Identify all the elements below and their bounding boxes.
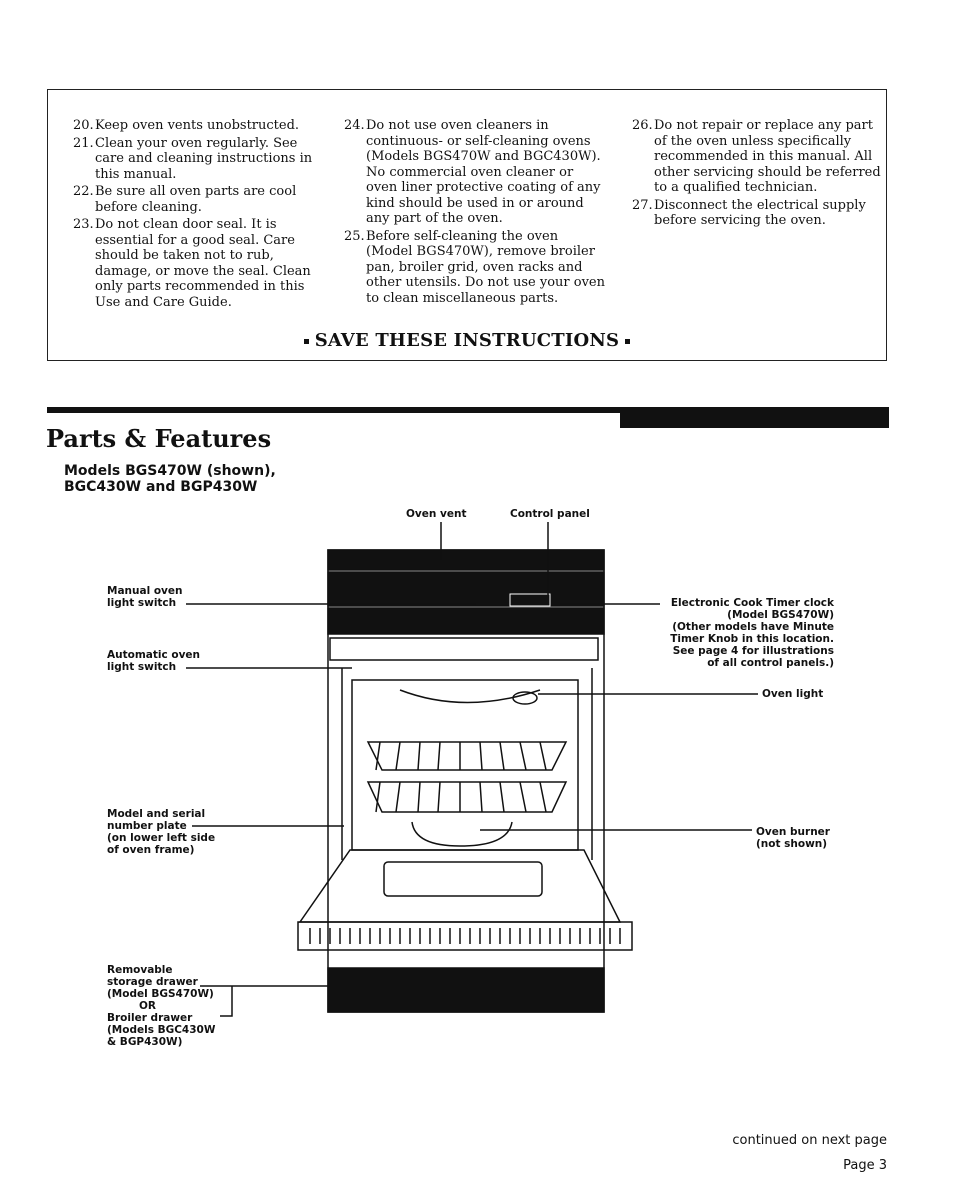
oven-door bbox=[300, 850, 620, 922]
instruction-number: 21. bbox=[73, 135, 94, 151]
label-drawer-line-3: (Model BGS470W) bbox=[107, 988, 214, 1000]
oven-grille bbox=[330, 638, 598, 660]
label-model-plate-line-4: of oven frame) bbox=[107, 844, 195, 856]
models-line-2: BGC430W and BGP430W bbox=[64, 479, 258, 495]
label-manual-light-line-1: Manual oven bbox=[107, 585, 183, 597]
label-oven-burner bbox=[756, 826, 830, 850]
label-timer-line-3: (Other models have Minute bbox=[672, 621, 834, 633]
label-drawer-line-5: Broiler drawer bbox=[107, 1012, 193, 1024]
instruction-number: 25. bbox=[344, 228, 365, 244]
label-timer-line-5: See page 4 for illustrations bbox=[672, 645, 834, 657]
label-auto-light-line-2: light switch bbox=[107, 661, 177, 673]
label-drawer-line-7: & BGP430W) bbox=[107, 1036, 183, 1048]
save-instructions-text: SAVE THESE INSTRUCTIONS bbox=[314, 330, 620, 351]
label-manual-light-line-2: light switch bbox=[107, 597, 177, 609]
continued-note: continued on next page bbox=[732, 1133, 887, 1148]
oven-door-window bbox=[384, 862, 542, 896]
instruction-number: 20. bbox=[73, 118, 94, 133]
instruction-text: Be sure all oven parts are cool before cleaning. bbox=[95, 184, 297, 215]
label-auto-light-line-1: Automatic oven bbox=[107, 649, 201, 661]
instruction-text: Do not repair or replace any part of the oven unless specifically recommended in this manual. All other servicing should be referred to a qualified technician. bbox=[654, 118, 881, 195]
label-manual-light bbox=[107, 585, 182, 609]
instruction-text: Before self-cleaning the oven (Model BGS470W), remove broiler pan, broiler grid, oven racks and other utensils. Do not use your oven to clean miscellaneous parts. bbox=[366, 228, 605, 306]
instruction-number: 23. bbox=[73, 217, 94, 232]
instruction-text: Disconnect the electrical supply before servicing the oven. bbox=[654, 197, 866, 228]
page-number: Page 3 bbox=[843, 1158, 887, 1173]
oven-rack-lower bbox=[368, 782, 566, 812]
label-auto-light bbox=[107, 649, 200, 673]
instruction-text: Do not clean door seal. It is essential for a good seal. Care should be taken not to rub, damage, or move the seal. Clean only parts recommended in this Use and Care Guide. bbox=[95, 217, 311, 310]
label-model-plate-line-1: Model and serial bbox=[107, 808, 206, 820]
label-model-plate bbox=[107, 808, 215, 856]
label-oven-burner-line-1: Oven burner bbox=[756, 826, 830, 838]
label-timer-line-1: Electronic Cook Timer clock bbox=[670, 597, 834, 609]
label-timer-line-6: of all control panels.) bbox=[707, 657, 834, 669]
instruction-text: Keep oven vents unobstructed. bbox=[95, 118, 300, 133]
leader-drawer bbox=[200, 986, 330, 1016]
label-oven-vent: Oven vent bbox=[406, 508, 467, 520]
label-timer-line-2: (Model BGS470W) bbox=[727, 609, 834, 621]
oven-vent-band bbox=[328, 550, 604, 570]
oven-rack-upper bbox=[368, 742, 566, 770]
oven-burner-shape bbox=[412, 822, 512, 846]
lower-panel-band bbox=[328, 608, 604, 634]
label-timer-line-4: Timer Knob in this location. bbox=[670, 633, 834, 645]
label-drawer-line-6: (Models BGC430W bbox=[107, 1024, 216, 1036]
oven-cavity bbox=[352, 680, 578, 850]
label-model-plate-line-3: (on lower left side bbox=[107, 832, 216, 844]
oven-light-shape bbox=[400, 690, 540, 703]
instruction-number: 22. bbox=[73, 184, 94, 199]
instruction-text: Clean your oven regularly. See care and cleaning instructions in this manual. bbox=[95, 135, 313, 182]
label-oven-light: Oven light bbox=[762, 688, 824, 700]
label-control-panel: Control panel bbox=[510, 508, 590, 520]
storage-drawer bbox=[328, 968, 604, 1012]
label-model-plate-line-2: number plate bbox=[107, 820, 187, 832]
section-title: Parts & Features bbox=[46, 424, 272, 453]
instruction-number: 26. bbox=[632, 118, 653, 133]
label-drawer-line-4: OR bbox=[139, 1000, 157, 1012]
label-drawer-line-2: storage drawer bbox=[107, 976, 198, 988]
label-timer bbox=[670, 597, 834, 669]
instruction-number: 24. bbox=[344, 118, 365, 133]
oven-door-handle bbox=[298, 922, 632, 950]
label-oven-burner-line-2: (not shown) bbox=[756, 838, 828, 850]
label-drawer-line-1: Removable bbox=[107, 964, 173, 976]
control-panel-band bbox=[328, 572, 604, 606]
label-drawer bbox=[107, 964, 215, 1048]
instruction-text: Do not use oven cleaners in continuous- or self-cleaning ovens (Models BGS470W and BGC430W). No commercial oven cleaner or oven liner protective coating of any kind should be used in or around any part of the oven. bbox=[366, 118, 601, 226]
instruction-number: 27. bbox=[632, 197, 653, 213]
models-line-1: Models BGS470W (shown), bbox=[64, 463, 276, 479]
